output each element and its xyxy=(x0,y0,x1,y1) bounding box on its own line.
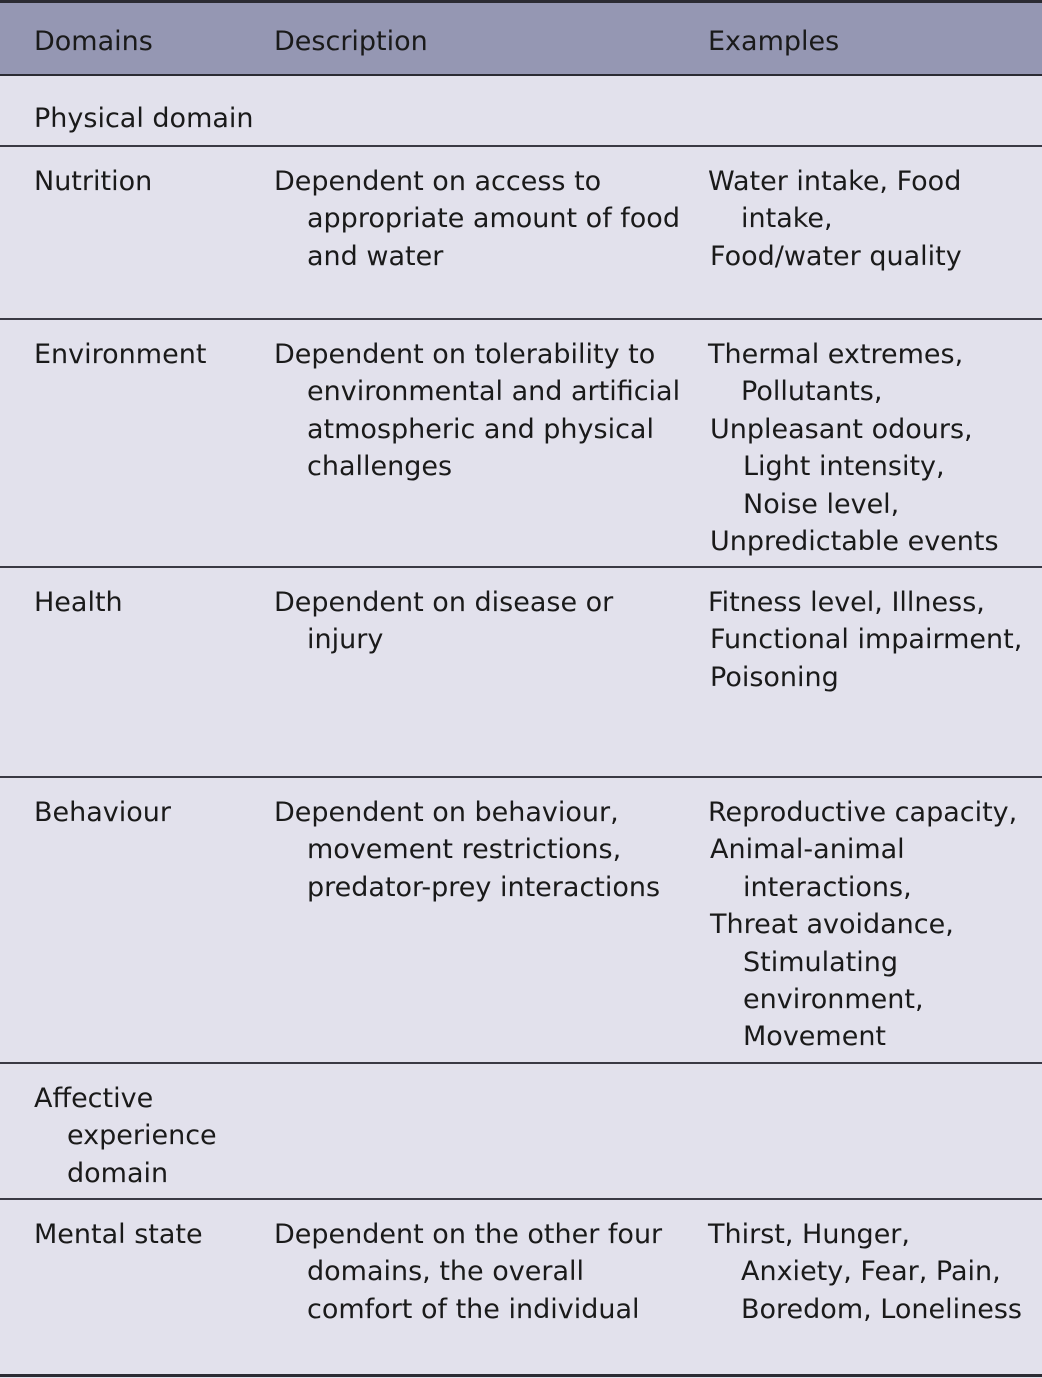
description-cell: Dependent on disease or injury xyxy=(274,587,614,656)
table-row-mental-state xyxy=(0,1200,1042,1377)
description-cell: Dependent on the other four domains, the overall comfort of the individual xyxy=(274,1219,663,1325)
examples-cell: Water intake, Food intake, Food/water quality xyxy=(708,166,962,272)
examples-cell: Reproductive capacity, Animal-animal interactions, Threat avoidance, Stimulating environment, Movement xyxy=(708,797,1018,1053)
description-cell: Dependent on access to appropriate amount of food and water xyxy=(274,166,680,272)
table-header xyxy=(0,3,1042,76)
table-row-environment xyxy=(0,320,1042,568)
section-label: Physical domain xyxy=(34,103,254,134)
description-cell: Dependent on behaviour, movement restrictions, predator-prey interactions xyxy=(274,797,661,903)
section-row-affective xyxy=(0,1064,1042,1200)
domain-cell: Nutrition xyxy=(34,166,153,197)
header-examples: Examples xyxy=(708,26,840,57)
description-cell: Dependent on tolerability to environmental and artificial atmospheric and physical challenges xyxy=(274,339,681,483)
examples-cell: Fitness level, Illness, Functional impairment, Poisoning xyxy=(708,587,1023,693)
header-domains: Domains xyxy=(34,26,153,57)
domain-cell: Mental state xyxy=(34,1219,203,1250)
domain-cell: Behaviour xyxy=(34,797,172,828)
table-row-nutrition xyxy=(0,147,1042,320)
examples-cell: Thirst, Hunger, Anxiety, Fear, Pain, Boredom, Loneliness xyxy=(708,1219,1022,1325)
table-row-behaviour xyxy=(0,778,1042,1064)
section-label: Affective experience domain xyxy=(34,1083,217,1189)
table-row-health xyxy=(0,568,1042,778)
domain-cell: Health xyxy=(34,587,123,618)
header-description: Description xyxy=(274,26,428,57)
domain-cell: Environment xyxy=(34,339,207,370)
examples-cell: Thermal extremes, Pollutants, Unpleasant odours, Light intensity, Noise level, Unpredictable events xyxy=(708,339,999,558)
section-row-physical xyxy=(0,76,1042,147)
